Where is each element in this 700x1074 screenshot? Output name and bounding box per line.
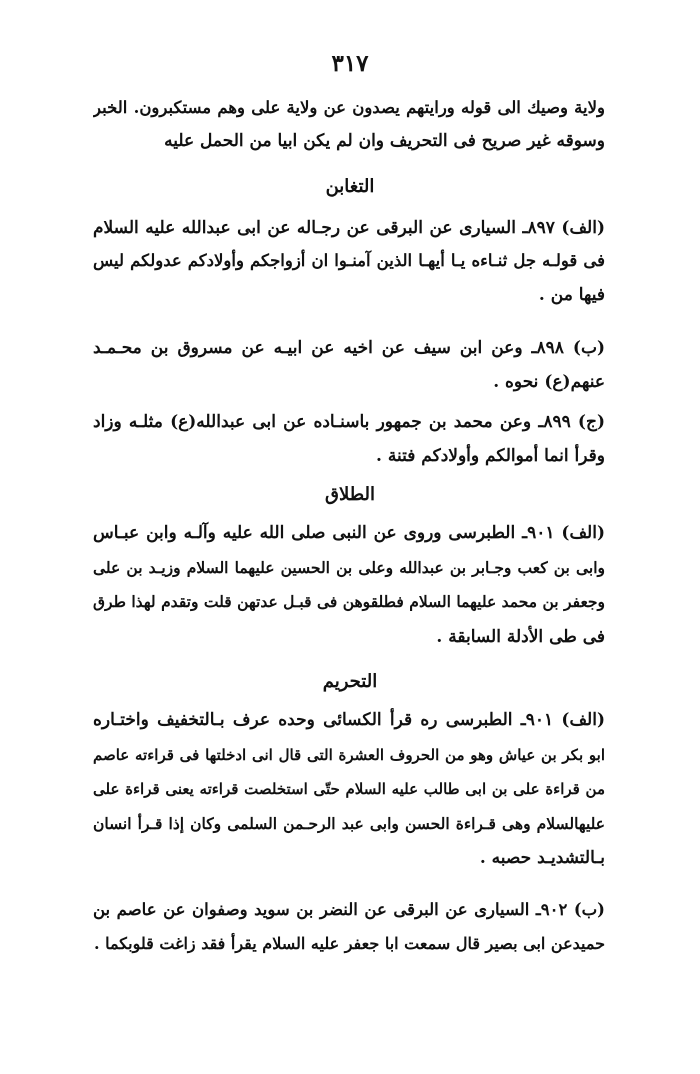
talaq-p1-line-1: (الف) ٩٠١ـ الطبرسى وروى عن النبى صلى الله عليه وآلـه وابن عبـاس [93, 523, 605, 543]
section-heading-taghabun: التغابن [325, 176, 375, 197]
taghabun-p2-line-1: (ب) ٨٩٨ـ وعن ابن سيف عن اخيه عن ابيـه عن مسروق بن محـمـد [93, 338, 605, 358]
tahrim-p1-line-3: من قراءة على بن ابى طالب عليه السلام حتّى استخلصت قراءته يعنى قراءة على [93, 780, 605, 798]
talaq-p1-line-3: وجعفر بن محمد عليهما السلام فطلقوهن فى قبـل عدتهن قلت وتقدم لهذا طرق [93, 592, 605, 611]
taghabun-p1-line-3: فيها من . [538, 285, 605, 305]
tahrim-p2-line-2: حميدعن ابى بصير قال سمعت ابا جعفر عليه السلام يقرأ فقد زاغت قلوبكما . [94, 934, 605, 953]
tahrim-p1-line-1: (الف) ٩٠١ـ الطبرسى ره قرأ الكسائى وحده عرف بـالتخفيف واختـاره [93, 710, 605, 730]
taghabun-p3-line-2: وقرأ انما أموالكم وأولادكم فتنة . [376, 446, 605, 466]
talaq-p1-line-2: وابى بن كعب وجـابر بن عبدالله وعلى بن الحسين عليهما السلام وزيـد بن على [93, 558, 605, 577]
taghabun-p2-line-2: عنهم(ع) نحوه . [493, 372, 605, 392]
intro-line-1: ولاية وصيك الى قوله ورايتهم يصدون عن ولاية على وهم مستكبرون. الخبر [93, 98, 605, 117]
tahrim-p1-line-5: بـالتشديـد حصبه . [479, 848, 605, 868]
tahrim-p1-line-4: عليهالسلام وهى قـراءة الحسن وابى عبد الرحـمن السلمى وكان إذا قـرأ انسان [93, 814, 605, 833]
intro-line-2: وسوقه غير صريح فى التحريف وان لم يكن ابيا من الحمل عليه [164, 131, 605, 151]
taghabun-p1-line-1: (الف) ٨٩٧ـ السيارى عن البرقى عن رجـاله عن ابى عبدالله عليه السلام [93, 218, 605, 238]
page-number: ٣١٧ [331, 50, 369, 77]
taghabun-p3-line-1: (ج) ٨٩٩ـ وعن محمد بن جمهور باسنـاده عن ابى عبدالله(ع) مثلـه وزاد [93, 412, 605, 432]
section-heading-talaq: الطلاق [325, 484, 375, 505]
taghabun-p1-line-2: فى قولـه جل ثنـاءه يـا أيهـا الذين آمنـوا ان أزواجكم وأولادكم عدولكم ليس [93, 251, 605, 270]
talaq-p1-line-4: فى طى الأدلة السابقة . [436, 627, 605, 647]
section-heading-tahrim: التحريم [322, 671, 378, 692]
tahrim-p1-line-2: ابو بكر بن عياش وهو من الحروف العشرة التى قال انى ادخلتها فى قراءته عاصم [93, 746, 605, 764]
tahrim-p2-line-1: (ب) ٩٠٢ـ السيارى عن البرقى عن النضر بن سويد وصفوان عن عاصم بن [93, 900, 605, 919]
